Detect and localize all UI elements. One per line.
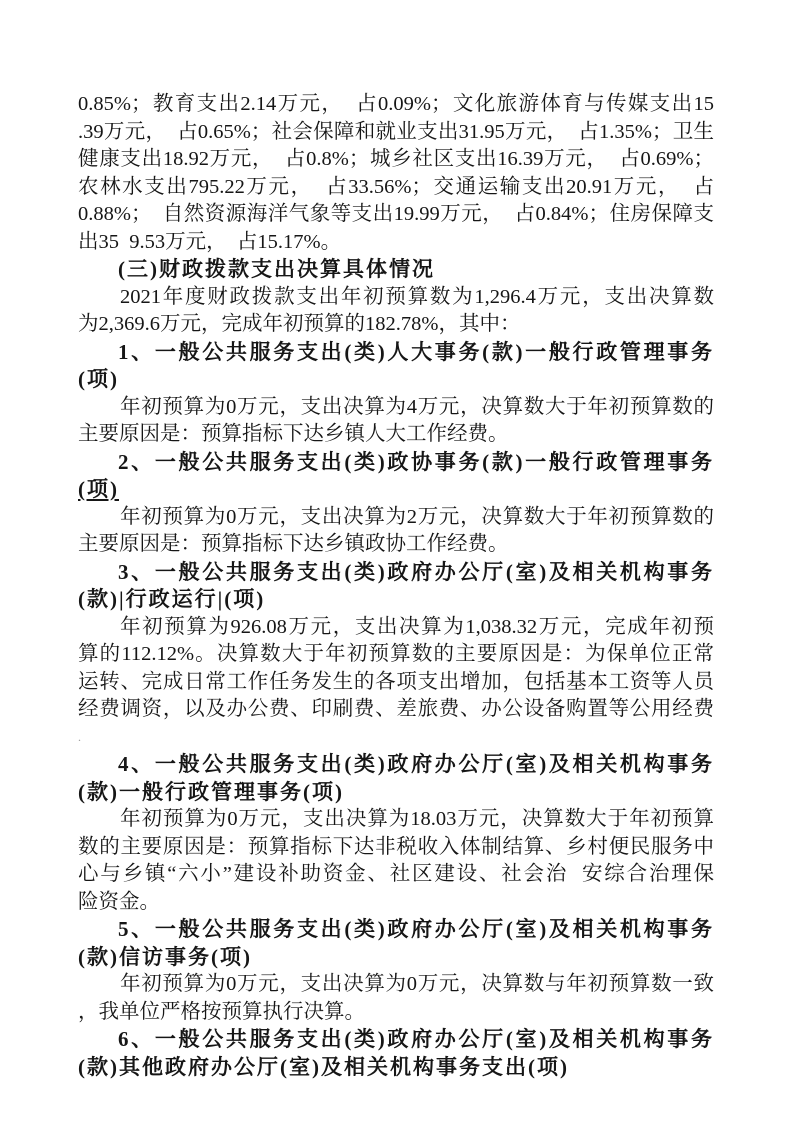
- section-heading: (三)财政拨款支出决算具体情况: [118, 257, 435, 281]
- item-heading-line: 4、一般公共服务支出(类)政府办公厅(室)及相关机构事务: [118, 752, 714, 776]
- item-body-line: 运转、完成日常工作任务发生的各项支出增加，包括基本工资等人员: [78, 670, 714, 693]
- item-heading-line: (项): [78, 367, 119, 391]
- item-heading-line: (款)其他政府办公厅(室)及相关机构事务支出(项): [78, 1054, 569, 1079]
- item-heading-line: 3、一般公共服务支出(类)政府办公厅(室)及相关机构事务: [118, 559, 714, 584]
- item-body-line: 年初预算为0万元，支出决算为2万元，决算数大于年初预算数的: [120, 505, 714, 528]
- item-body-line: 心与乡镇“六小”建设补助资金、社区建设、社会治 安综合治理保: [78, 863, 714, 885]
- item-body-line: 险资金。: [78, 890, 160, 913]
- paragraph-line: 0.88%； 自然资源海洋气象等支出19.99万元， 占0.84%；住房保障支: [78, 203, 714, 225]
- item-heading-line: (款)信访事务(项): [78, 944, 252, 969]
- item-heading-line: 2、一般公共服务支出(类)政协事务(款)一般行政管理事务: [118, 449, 714, 474]
- paragraph-line: 农林水支出795.22万元， 占33.56%；交通运输支出20.91万元， 占: [78, 175, 714, 198]
- document-page: [78, 91, 714, 1081]
- intro-line: 2021年度财政拨款支出年初预算数为1,296.4万元，支出决算数: [120, 285, 714, 308]
- paragraph-line: .39万元， 占0.65%；社会保障和就业支出31.95万元， 占1.35%；卫生: [78, 120, 714, 143]
- item-body-line: 年初预算为0万元，支出决算为4万元，决算数大于年初预算数的: [120, 395, 714, 418]
- paragraph-line: 0.85%；教育支出2.14万元， 占0.09%；文化旅游体育与传媒支出15: [78, 93, 714, 115]
- item-body-line: 主要原因是：预算指标下达乡镇人大工作经费。: [78, 423, 509, 445]
- item-body-line: 年初预算为926.08万元，支出决算为1,038.32万元，完成年初预: [120, 615, 714, 638]
- item-heading-line: 1、一般公共服务支出(类)人大事务(款)一般行政管理事务: [118, 339, 714, 364]
- paragraph-line: 出35 9.53万元， 占15.17%。: [78, 230, 342, 253]
- item-body-line: ，我单位严格按预算执行决算。: [78, 1000, 365, 1023]
- item-body-line: 主要原因是：预算指标下达乡镇政协工作经费。: [78, 533, 509, 555]
- paragraph-line: 健康支出18.92万元， 占0.8%；城乡社区支出16.39万元， 占0.69%；: [78, 148, 714, 170]
- item-body-line: 经费调资，以及办公费、印刷费、差旅费、办公设备购置等公用经费: [78, 698, 714, 720]
- item-body-line: .: [78, 729, 81, 744]
- item-heading-line: 6、一般公共服务支出(类)政府办公厅(室)及相关机构事务: [118, 1027, 714, 1051]
- item-body-line: 数的主要原因是：预算指标下达非税收入体制结算、乡村便民服务中: [78, 835, 714, 858]
- item-heading-line: 5、一般公共服务支出(类)政府办公厅(室)及相关机构事务: [118, 917, 714, 941]
- item-body-line: 年初预算为0万元，支出决算为18.03万元，决算数大于年初预算: [120, 808, 714, 830]
- item-heading-line: (项): [78, 477, 119, 501]
- item-heading-line: (款)|行政运行|(项): [78, 587, 266, 611]
- item-body-line: 年初预算为0万元，支出决算为0万元，决算数与年初预算数一致: [120, 973, 714, 995]
- item-heading-line: (款)一般行政管理事务(项): [78, 779, 344, 804]
- item-body-line: 算的112.12%。决算数大于年初预算数的主要原因是：为保单位正常: [78, 643, 714, 665]
- intro-line: 为2,369.6万元，完成年初预算的182.78%，其中：: [78, 313, 521, 335]
